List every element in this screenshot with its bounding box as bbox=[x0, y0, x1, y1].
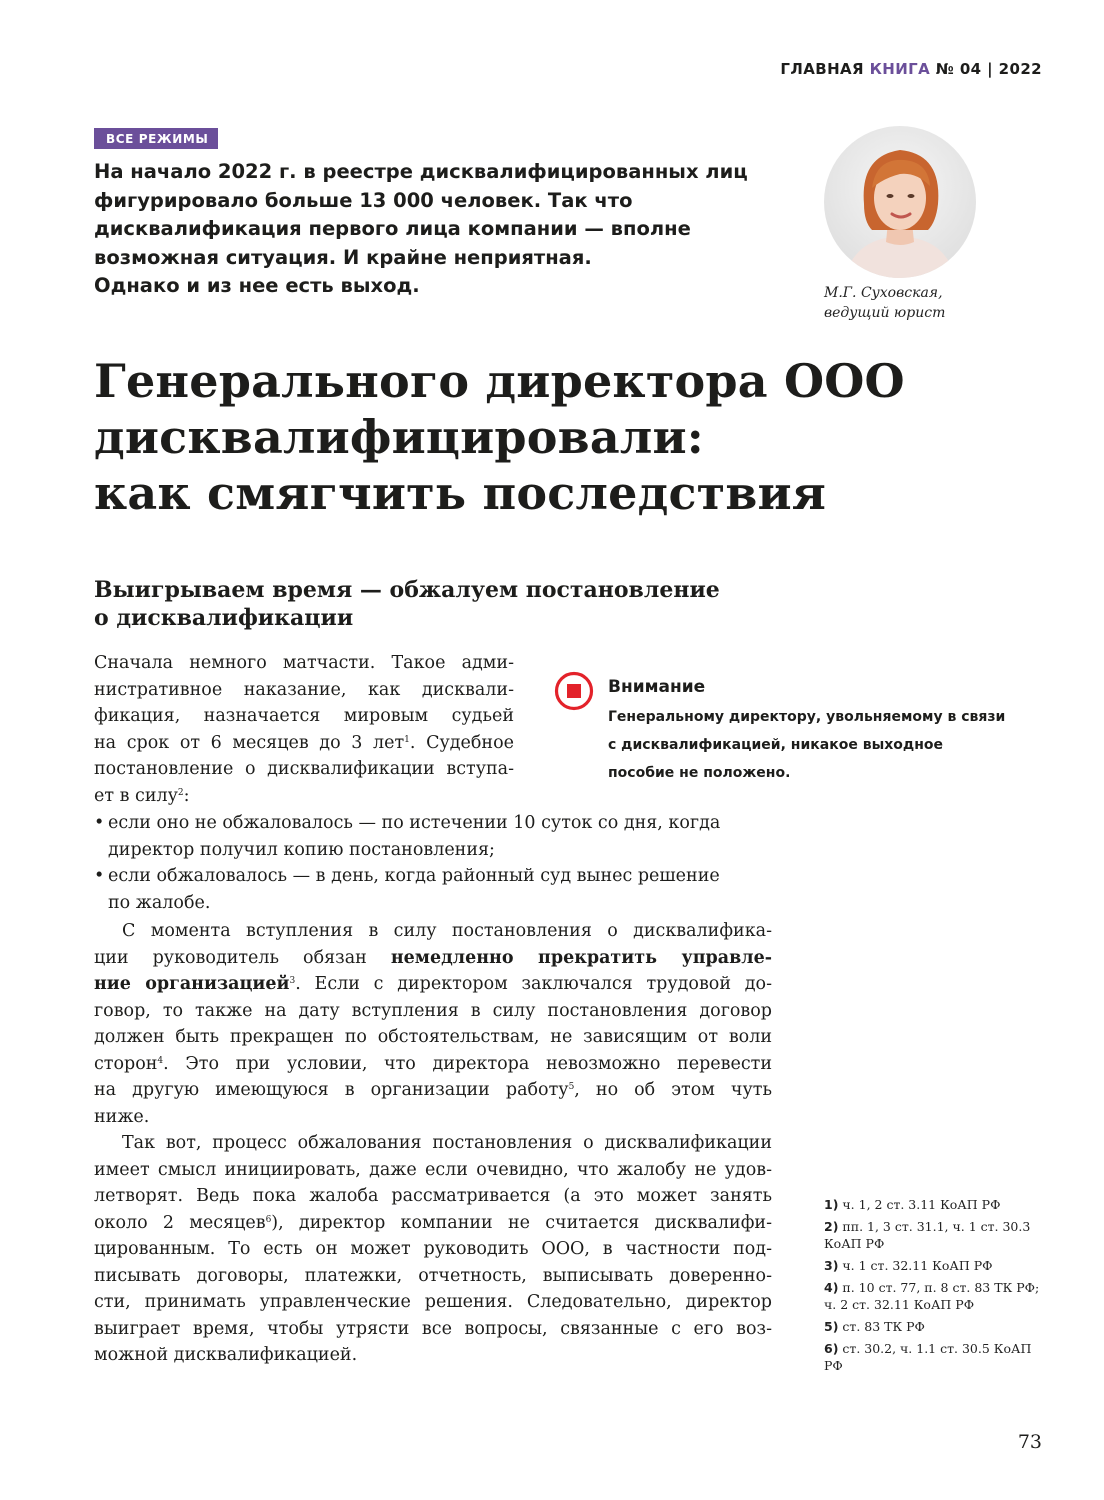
footnote-text: ч. 1 ст. 32.11 КоАП РФ bbox=[842, 1258, 993, 1273]
page-number: 73 bbox=[1017, 1431, 1042, 1453]
author-name: М.Г. Суховская, bbox=[824, 285, 943, 301]
footnote bbox=[824, 1279, 1054, 1313]
text-fragment: около 2 месяцев bbox=[94, 1212, 266, 1233]
text-fragment: ции руководитель обязан bbox=[94, 947, 391, 968]
footnote-ref: 1 bbox=[404, 734, 410, 745]
text-line: цированным. То есть он может руководить ООО, в частности под- bbox=[94, 1239, 772, 1259]
section-heading bbox=[94, 576, 720, 632]
footnote-number: 3) bbox=[824, 1258, 839, 1273]
list-item bbox=[94, 810, 772, 837]
bullet-icon: • bbox=[94, 813, 105, 833]
emphasis-text: немедленно прекратить управле- bbox=[390, 947, 772, 968]
list-item-continuation: по жалобе. bbox=[108, 892, 211, 913]
footnote-ref: 2 bbox=[177, 787, 184, 798]
title-line: Генерального директора ООО bbox=[94, 354, 905, 408]
lead-line: фигурировало больше 13 000 человек. Так что bbox=[94, 188, 633, 212]
list-item bbox=[94, 863, 772, 890]
footnote-ref: 4 bbox=[157, 1055, 164, 1066]
text-fragment: . Судебное bbox=[409, 732, 514, 753]
text-fragment: ), директор компании не считается дисквалифи- bbox=[271, 1212, 772, 1233]
attention-icon bbox=[554, 671, 594, 711]
footnote-ref: 6 bbox=[265, 1214, 272, 1225]
text-line bbox=[94, 1077, 772, 1104]
footnote-number: 4) bbox=[824, 1280, 839, 1295]
text-line: постановление о дисквалификации вступа- bbox=[94, 759, 514, 779]
text-fragment: : bbox=[183, 785, 190, 806]
list-item-text: если оно не обжаловалось — по истечении 10 суток со дня, когда bbox=[108, 813, 721, 833]
text-line: сти, принимать управленческие решения. Следовательно, директор bbox=[94, 1292, 772, 1312]
attention-line: Генеральному директору, увольняемому в связи bbox=[608, 709, 1006, 725]
category-tag: ВСЕ РЕЖИМЫ bbox=[94, 128, 218, 149]
text-fragment: , но об этом чуть bbox=[574, 1080, 772, 1100]
text-line: Сначала немного матчасти. Такое адми- bbox=[94, 653, 514, 673]
footnote-text: пп. 1, 3 ст. 31.1, ч. 1 ст. 30.3 КоАП РФ bbox=[824, 1219, 1031, 1251]
title-line: дисквалифицировали: bbox=[94, 410, 704, 464]
text-line: писывать договоры, платежки, отчетность, выписывать доверенно- bbox=[94, 1265, 772, 1286]
masthead-issue: № 04 | 2022 bbox=[935, 60, 1042, 78]
text-line: выиграет время, чтобы утрясти все вопросы, связанные с его воз- bbox=[94, 1318, 772, 1339]
footnote-text: п. 10 ст. 77, п. 8 ст. 83 ТК РФ; ч. 2 ст. 32.11 КоАП РФ bbox=[824, 1280, 1040, 1312]
footnote-text: ст. 30.2, ч. 1.1 ст. 30.5 КоАП РФ bbox=[824, 1341, 1032, 1373]
bullet-icon: • bbox=[94, 866, 105, 886]
footnote-text: ст. 83 ТК РФ bbox=[842, 1319, 925, 1334]
footnote-number: 1) bbox=[824, 1197, 839, 1212]
footnotes bbox=[824, 1196, 1054, 1379]
text-fragment: . Это при условии, что директора невозможно перевести bbox=[163, 1053, 772, 1074]
footnote bbox=[824, 1340, 1054, 1374]
author-caption bbox=[824, 283, 945, 323]
lead-line: Однако и из нее есть выход. bbox=[94, 274, 420, 297]
subhead-line: о дисквалификации bbox=[94, 605, 354, 631]
lead-line: дисквалификация первого лица компании — вполне bbox=[94, 217, 691, 240]
footnote-ref: 5 bbox=[568, 1082, 575, 1092]
lead-paragraph bbox=[94, 158, 784, 301]
text-fragment: . Если с директором заключался трудовой до- bbox=[295, 974, 772, 994]
footnote bbox=[824, 1318, 1054, 1335]
text-line: С момента вступления в силу постановления о дисквалифика- bbox=[122, 921, 772, 941]
lead-line: возможная ситуация. И крайне неприятная. bbox=[94, 245, 592, 269]
text-line bbox=[94, 730, 514, 757]
attention-line: пособие не положено. bbox=[608, 765, 791, 781]
text-line: ниже. bbox=[94, 1106, 150, 1127]
text-line: говор, то также на дату вступления в силу постановления договор bbox=[94, 1000, 772, 1021]
masthead-title-accent: КНИГА bbox=[869, 60, 931, 78]
text-line: должен быть прекращен по обстоятельствам, не зависящим от воли bbox=[94, 1027, 772, 1047]
list-item-continuation: директор получил копию постановления; bbox=[108, 839, 495, 860]
text-fragment: сторон bbox=[94, 1053, 158, 1074]
text-line bbox=[94, 971, 772, 998]
text-line bbox=[94, 945, 772, 972]
text-fragment: ет в силу bbox=[94, 785, 178, 806]
text-line bbox=[94, 783, 514, 810]
intro-paragraph bbox=[94, 650, 514, 809]
magazine-masthead bbox=[780, 60, 1042, 78]
emphasis-text: ние организацией bbox=[94, 974, 290, 994]
footnote-number: 5) bbox=[824, 1319, 839, 1334]
footnote bbox=[824, 1218, 1054, 1252]
text-line: имеет смысл инициировать, даже если очевидно, что жалобу не удов- bbox=[94, 1159, 772, 1180]
title-line: как смягчить последствия bbox=[94, 466, 827, 520]
text-fragment: на другую имеющуюся в организации работу bbox=[94, 1080, 569, 1100]
masthead-title: ГЛАВНАЯ bbox=[780, 60, 864, 78]
text-line: фикация, назначается мировым судьей bbox=[94, 706, 514, 726]
text-line: можной дисквалификацией. bbox=[94, 1345, 358, 1365]
text-line: летворят. Ведь пока жалоба рассматривается (а это может занять bbox=[94, 1186, 772, 1206]
text-fragment: на срок от 6 месяцев до 3 лет bbox=[94, 732, 405, 753]
footnote bbox=[824, 1257, 1054, 1274]
attention-line: с дисквалификацией, никакое выходное bbox=[608, 737, 943, 753]
lead-line: На начало 2022 г. в реестре дисквалифицированных лиц bbox=[94, 160, 748, 183]
text-line bbox=[94, 1210, 772, 1237]
article-title bbox=[94, 353, 905, 521]
author-role: ведущий юрист bbox=[824, 305, 946, 321]
subhead-line: Выигрываем время — обжалуем постановление bbox=[94, 577, 720, 603]
footnote-text: ч. 1, 2 ст. 3.11 КоАП РФ bbox=[842, 1197, 1001, 1212]
footnote-number: 6) bbox=[824, 1341, 839, 1356]
footnote bbox=[824, 1196, 1054, 1213]
author-photo bbox=[824, 126, 976, 278]
list-item-text: если обжаловалось — в день, когда районный суд вынес решение bbox=[108, 866, 720, 886]
bullet-list bbox=[94, 810, 772, 916]
text-line bbox=[94, 1051, 772, 1078]
body-paragraphs bbox=[94, 918, 772, 1369]
footnote-number: 2) bbox=[824, 1219, 839, 1234]
text-line: нистративное наказание, как дисквали- bbox=[94, 679, 514, 700]
footnote-ref: 3 bbox=[289, 976, 296, 986]
attention-text bbox=[608, 703, 1005, 787]
text-line: Так вот, процесс обжалования постановления о дисквалификации bbox=[122, 1133, 772, 1153]
attention-title: Внимание bbox=[608, 677, 706, 697]
